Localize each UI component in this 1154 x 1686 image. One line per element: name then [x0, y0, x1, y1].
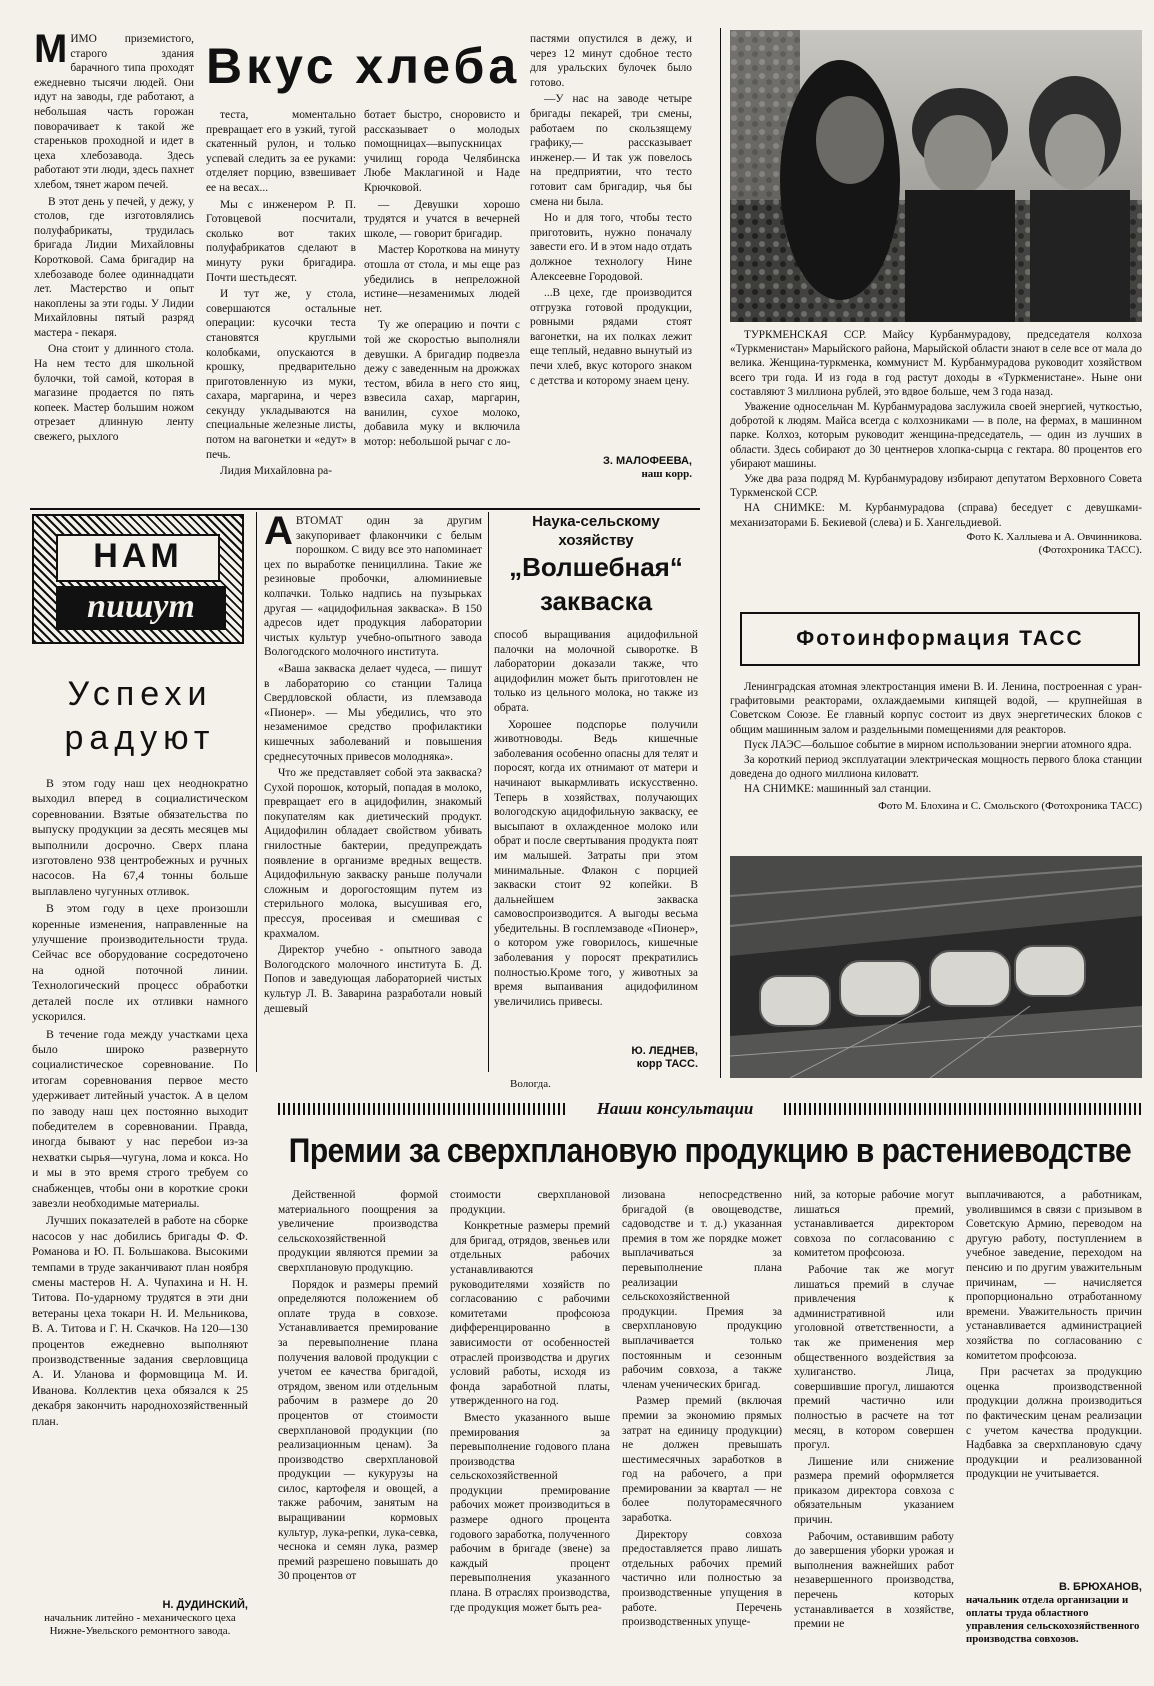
- turkmen-caption: [730, 328, 1142, 576]
- paragraph: Рабочим, оставившим работу до завершения уборки урожая и выполнения важнейших работ незавершенного производства, перечень которых устанавливается в хозяйстве, премии не: [794, 1530, 954, 1631]
- column-rule: [256, 512, 257, 1072]
- column-rule: [30, 508, 700, 510]
- premii-col-5: [966, 1188, 1142, 1682]
- paragraph: Мы с инженером Р. П. Готовцевой посчитали, сколько вот таких полуфабрикатов сделают в минуту руки бригадира. Почти шестьдесят.: [206, 198, 356, 284]
- paragraph: В этот день у печей, у дежу, у столов, где изготовлялись полуфабрикаты, трудилась бригада Лидии Михайловны Коротковой. Сама бригадир на хлебозаводе более одиннадцати лет. Мастерство и опыт накоплены за эти годы. У Лидии Михайловны пятый разряд мастера - пекаря.: [34, 195, 194, 339]
- byline: Ю. ЛЕДНЕВ,: [631, 1045, 698, 1057]
- paragraph: ...В цехе, где производится отгрузка готовой продукции, ровными рядами стоят вагонетки, на их полках лежит еще теплый, недавно вынутый из печи хлеб, вкус которого знаком с детства и которому знаем цену.: [530, 287, 692, 387]
- paragraph: пастями опустился в дежу, и через 12 минут сдобное тесто для уральских булочек было готово.: [530, 33, 692, 89]
- bread-title: Вкус хлеба: [206, 38, 521, 94]
- turbine-hall-image: [730, 856, 1142, 1078]
- zakvaska-title-2: закваска: [539, 586, 653, 616]
- paragraph: Пуск ЛАЭС—большое событие в мирном использовании энергии атомного ядра.: [744, 738, 1132, 751]
- paragraph: Действенной формой материального поощрения за увеличение производства сельскохозяйственной продукции являются премии за сверхплановую продукцию.: [278, 1189, 438, 1274]
- drop-cap: А: [264, 514, 293, 553]
- letters-title-1: Успехи: [67, 675, 213, 713]
- photo-credit: Фото М. Блохина и С. Смольского (Фотохроника ТАСС): [878, 799, 1142, 812]
- paragraph: Рабочие так же могут лишаться премий в случае привлечения к административной или уголовной ответственности, а так же применения мер общественного воздействия за хулиганство. Лица, совершившие прогул, лишаются премий частично или полностью в расчете на тот месяц, в котором совершен прогул.: [794, 1263, 954, 1452]
- byline-role: начальник отдела организации и оплаты труда областного управления сельскохозяйственного производства совхозов.: [966, 1594, 1140, 1645]
- byline: З. МАЛОФЕЕВА,: [603, 455, 692, 467]
- premii-title: Премии за сверхплановую продукцию в растениеводстве: [288, 1132, 1132, 1171]
- byline-role: корр ТАСС.: [636, 1058, 698, 1070]
- dateline: Вологда.: [510, 1078, 551, 1090]
- paragraph: НА СНИМКЕ: машинный зал станции.: [744, 783, 932, 796]
- paragraph: Конкретные размеры премий для бригад, отрядов, звеньев или отдельных рабочих устанавливаются руководителями хозяйств по согласованию с рабочими комитетами профсоюза дифференцированно в зависимости от особенностей отраслей производства и других условий работы, исходя из фонда заработной платы, утвержденного на год.: [450, 1220, 610, 1408]
- bread-col-4: [530, 32, 692, 496]
- paragraph: В этом году в цехе произошли коренные изменения, направленные на улучшение производительности труда. Сейчас все оборудование сосредоточено на одной поточной линии. Технологический процесс обработки деталей после их отливки намного ускорился.: [32, 901, 248, 1024]
- letters-badge: [32, 514, 244, 644]
- zakvaska-kicker-2: хозяйству: [558, 532, 634, 549]
- paragraph: Лишение или снижение размера премий оформляется приказом директора совхоза с обязательным указанием причин.: [794, 1455, 954, 1527]
- letters-badge-label-2: пишут: [56, 586, 226, 630]
- zakvaska-col-2: [494, 628, 698, 1084]
- byline: В. БРЮХАНОВ,: [1058, 1581, 1142, 1593]
- paragraph: Лучших показателей в работе на сборке насосов у нас добились бригады Ф. Ф. Романова и Ю. П. Большакова. Высокими темпами в труде заканчивают план ноября смены мастеров Н. А. Чупахина и Н. Н. Титова. По-ударному трудятся в эти дни ветераны цеха токари Н. И. Мельникова, В. А. Титова и Г. Н. Скачков. На 120—130 процентов ежедневно выполняют производственные задания сверловщица А. И. Уланова и формовщица М. И. Иванова. Коллектив цеха обязался к 25 декабря закончить народнохозяйственный план.: [32, 1213, 248, 1428]
- paragraph: Хорошее подспорье получили животноводы. Ведь кишечные заболевания особенно опасны для телят и поросят, когда их отнимают от матери и начинают выкармливать искусственно. Теперь в хозяйствах, получающих вологодскую ацидофильную закваску, ее высыпают в охлажденное молоко или обрат и после свертывания продукта поят им малышей. Затраты при этом минимальные. Флакон с порцией закваски стоит 92 копейки. В дальнейшем закваска самовоспроизводится. А выгоды весьма убедительны. В госплемзаводе «Пионер», о котором уже говорилось, кишечные заболевания у поросят прекратились полностью.Кроме того, у животных за время выпаивания ацидофилином увеличились привесы.: [494, 718, 698, 1008]
- premii-col-4: [794, 1188, 954, 1682]
- hatch-rule: [278, 1103, 568, 1115]
- photo-credit: Фото К. Халлыева и А. Овчинникова.: [966, 530, 1142, 543]
- paragraph: Ту же операцию и почти с той же скоростью выполняли девушки. А бригадир подвезла дежу с заведенным на дрожжах тестом, вбила в него сто яиц, взвесила сахар, маргарин, ванилин, сухое молоко, добавила муку и включила мотор: небольшой рычаг с ло-: [364, 319, 520, 449]
- paragraph: Уже два раза подряд М. Курбанмурадову избирают депутатом Верховного Совета Туркменской ССР.: [730, 473, 1142, 500]
- photo-credit: (Фотохроника ТАСС).: [1038, 543, 1142, 556]
- hatch-rule: [784, 1103, 1142, 1115]
- paragraph: НА СНИМКЕ: М. Курбанмурадова (справа) беседует с девушками-механизаторами Б. Бекиевой (слева) и Б. Хангельдиевой.: [730, 502, 1142, 529]
- letters-title-2: радуют: [64, 719, 216, 757]
- paragraph: ботает быстро, сноровисто и рассказывает о молодых помощницах—выпускницах училищ города Челябинска Любе Маклагиной и Наде Крючковой.: [364, 109, 520, 194]
- zakvaska-col-1: [264, 514, 482, 1096]
- bread-col-3: [364, 108, 520, 496]
- column-rule: [720, 28, 721, 1078]
- paragraph: теста, моментально превращает его в узкий, тугой скатенный рулон, и только успевай следить за ее руками: отделяет порцию, взвешивает ее на весах...: [206, 109, 356, 194]
- paragraph: ИМО приземистого, старого здания барачного типа проходят ежедневно тысячи людей. Они идут на заводы, где работают, а небольшая часть горожан поворачивает к такой же стареньков проходной и идет в цеха хлебозавода. Здесь работают эти люди, здесь пахнет хлебом, тянет жаром печей.: [34, 33, 194, 191]
- paragraph: За короткий период эксплуатации электрическая мощность первого блока станции доведена до одного миллиона киловатт.: [730, 754, 1142, 781]
- letters-title: [30, 672, 250, 782]
- zakvaska-kicker-1: Наука-сельскому: [532, 513, 660, 530]
- paragraph: ВТОМАТ один за другим закупоривает флакончики с белым порошком. С виду все это напоминает цех по выработке пенициллина. Такие же резиновые пробочки, алюминиевые колпачки. Только надпись на пузырьках другая — «ацидофильная закваска». В 150 адресов идет продукция лаборатории чистых культур учебно-опытного завода Вологодского молочного института.: [264, 515, 482, 659]
- paragraph: —У нас на заводе четыре бригады пекарей, три смены, работаем по скользящему графику,— рассказывает инженер.— И так уж повелось на предприятии, что тесто готовит сам бригадир, чья бы смена ни была.: [530, 93, 692, 208]
- paragraph: способ выращивания ацидофильной палочки на молочной сыворотке. В лаборатории доказали также, что ацидофилин может быть приготовлен не только из цельного молока, но также из обрата.: [494, 629, 698, 714]
- paragraph: Вместо указанного выше премирования за перевыполнение годового плана производства сельскохозяйственной продукции премирование рабочих может производиться в размере одного процента годового заработка, полученного рабочим в бригаде (звене) за каждый процент перевыполнения указанного плана. В отраслях производства, где продукция может быть реа-: [450, 1411, 610, 1614]
- paragraph: Мастер Короткова на минуту отошла от стола, и мы еще раз убедились в непреложной истине—незаменимых людей нет.: [364, 244, 520, 315]
- byline-role: наш корр.: [641, 468, 692, 480]
- byline-role: начальник литейно - механического цеха Нижне-Увельского ремонтного завода.: [44, 1612, 236, 1637]
- consult-kicker: Наши консультации: [596, 1099, 754, 1118]
- paragraph: При расчетах за продукцию оценка производственной продукции должна производиться по фактическим ценам реализации с учетом качества продукции. Надбавка за сверхплановую сдачу продукции и реализованной продукции не учитывается.: [966, 1366, 1142, 1481]
- zakvaska-heading: [494, 512, 698, 626]
- premii-col-2: [450, 1188, 610, 1682]
- paragraph: Она стоит у длинного стола. На нем тесто для школьной булочки, той самой, которая в магазине продается по пять копеек. Мастер большим ножом отрезает длинную ленту свежего, рыхлого: [34, 343, 194, 444]
- paragraph: Директор учебно - опытного завода Вологодского молочного института Б. Д. Попов и заведующая лабораторией чистых культур Л. В. Заварина разработали новый дешевый: [264, 944, 482, 1015]
- tass-header: [740, 612, 1140, 666]
- drop-cap: М: [34, 32, 68, 71]
- paragraph: Лидия Михайловна ра-: [220, 465, 333, 478]
- paragraph: ний, за которые рабочие могут лишаться премий, устанавливается директором совхоза по согласованию с комитетом профсоюза.: [794, 1189, 954, 1260]
- paragraph: ТУРКМЕНСКАЯ ССР. Майсу Курбанмурадову, председателя колхоза «Туркменистан» Марыйского района, Марыйской области знают в селе все от мала до велика. Женщина-туркменка, коммунист М. Курбанмурадова руководит хозяйством всего три года. И из года в год растут доходы в «Туркменистане». Ныне они составляют 3 миллиона рублей, это вдвое больше, чем 3 года назад.: [730, 329, 1142, 398]
- paragraph: Директору совхоза предоставляется право лишать отдельных рабочих премий частично или полностью за производственные упущения в работе. Перечень производственных упуще-: [622, 1528, 782, 1629]
- letters-body: [32, 776, 248, 1682]
- paragraph: И тут же, у стола, совершаются остальные операции: кусочки теста становятся круглыми колобками, опускаются в крошку, предварительно приготовленную из муки, сахара, маргарина, и через секунду укладываются на специальные железные листы, потом на вагонетки и «едут» в печь.: [206, 288, 356, 461]
- bread-col-1: [34, 32, 194, 496]
- paragraph: В этом году наш цех неоднократно выходил вперед в социалистическом соревновании. Взятые обязательства по выпуску продукции за десять месяцев мы выполнили досрочно. Сверх плана изготовлено 938 центробежных и ручных насосов. На 67,4 тонны больше выплавлено чугунных отливок.: [32, 776, 248, 898]
- paragraph: Что же представляет собой эта закваска? Сухой порошок, который, попадая в молоко, превращает его в ацидофилин, знакомый покупателям как диетический продукт. Ацидофилин обладает свойством убивать гнилостные бактерии, предупреждать появление в организме вредных веществ. Ацидофильную закваску раньше получали сложным и дорогостоящим путем из стерильного молока, высушивая его, прессуя, просеивая и смешивая с крахмалом.: [264, 767, 482, 940]
- tass-title: Фотоинформация ТАСС: [796, 627, 1084, 650]
- paragraph: В течение года между участками цеха было широко развернуто социалистическое соревнование. По итогам соревнования первое место удерживает литейный участок. А в целом по заводу наш цех постоянно выходит победителем в соревновании. Правда, иногда бывают у нас перебои из-за нехватки сырья—чугуна, лома и кокса. Но и мы в это время строго требуем со снабженцев, чтобы они в короткие сроки завезли необходимые материалы.: [32, 1026, 248, 1210]
- bread-article: [30, 28, 698, 498]
- byline: Н. ДУДИНСКИЙ,: [162, 1599, 248, 1611]
- paragraph: Ленинградская атомная электростанция имени В. И. Ленина, построенная с уран-графитовыми реакторами, охлаждаемыми кипящей водой, — крупнейшая в Советском Союзе. Ее главный корпус состоит из двух энергетических блоков с общим машинным залом и раздельными помещениями для реакторов.: [730, 681, 1142, 736]
- premii-col-3: [622, 1188, 782, 1682]
- paragraph: «Ваша закваска делает чудеса, — пишут в лабораторию со станции Талица Свердловской области, из племзавода «Пионер». — Мы убедились, что это незаменимое средство профилактики кишечных заболеваний и повышения среднесуточных привесов молодняка».: [264, 662, 482, 763]
- paragraph: лизована непосредственно бригадой (в овощеводстве, садоводстве и т. д.) указанная премия в том же порядке может выплачиваться за перевыполнение плана реализации сельскохозяйственной продукции. Премия за сверхплановую продукцию выплачивается только постоянным и сезонным рабочим совхоза, а также членам ученических бригад.: [622, 1189, 782, 1391]
- paragraph: стоимости сверхплановой продукции.: [450, 1189, 610, 1216]
- zakvaska-title-1: „Волшебная“: [509, 552, 683, 582]
- paragraph: Размер премий (включая премии за экономию прямых затрат на единицу продукции) не должен превышать шестимесячных заработков в год на рабочего, а при премировании за квартал — не более полуторамесячного заработка.: [622, 1395, 782, 1525]
- paragraph: Но и для того, чтобы тесто приготовить, нужно поначалу завести его. И в этом надо отдать должное технологу Нине Алексеевне Городовой.: [530, 212, 692, 283]
- premii-col-1: [278, 1188, 438, 1682]
- bread-col-2: [206, 108, 356, 496]
- paragraph: Порядок и размеры премий определяются положением об оплате труда в совхозе. Устанавливается премирование за перевыполнение плана получения валовой продукции с учетом ее качества бригадой, отрядом, звеном или отдельным рабочим в размере до 20 процентов от стоимости сверхплановой продукции (по реализационным ценам). За производство сверхплановой продукции — кукурузы на силос, картофеля и овощей, а также рабочим, занятым на выращивании кормовых культур, лука-репки, лука-севка, чеснока и семян лука, размер премий разрешено повышать до 30 процентов от: [278, 1278, 438, 1583]
- tass-caption: [730, 680, 1142, 850]
- paragraph: Уважение односельчан М. Курбанмурадова заслужила своей энергией, чуткостью, добротой к людям. Майса всегда с колхозниками — в поле, на фермах, в машинном парке. Колхоз, которым руководит женщина-председатель, — один из лучших в области. Здесь собирают до 30 центнеров хлопка-сырца с гектара. 80 процентов его убирают машины.: [730, 401, 1142, 470]
- paragraph: выплачиваются, а работникам, уволившимся в связи с призывом в Советскую Армию, переводом на другую работу, поступлением в учебное заведение, переходом на пенсию и по другим уважительным причинам, — начисляется пропорционально отработанному времени. Уважительность причин устанавливается администрацией хозяйства по согласованию с комитетом профсоюза.: [966, 1189, 1142, 1362]
- women-photo-image: [730, 30, 1142, 322]
- consult-kicker-row: [278, 1098, 1142, 1120]
- letters-badge-label-1: НАМ: [56, 534, 220, 582]
- power-plant-photo: [730, 856, 1142, 1078]
- column-rule: [488, 512, 489, 1072]
- paragraph: — Девушки хорошо трудятся и учатся в вечерней школе, — говорит бригадир.: [364, 198, 520, 240]
- turkmen-photo: [730, 30, 1142, 322]
